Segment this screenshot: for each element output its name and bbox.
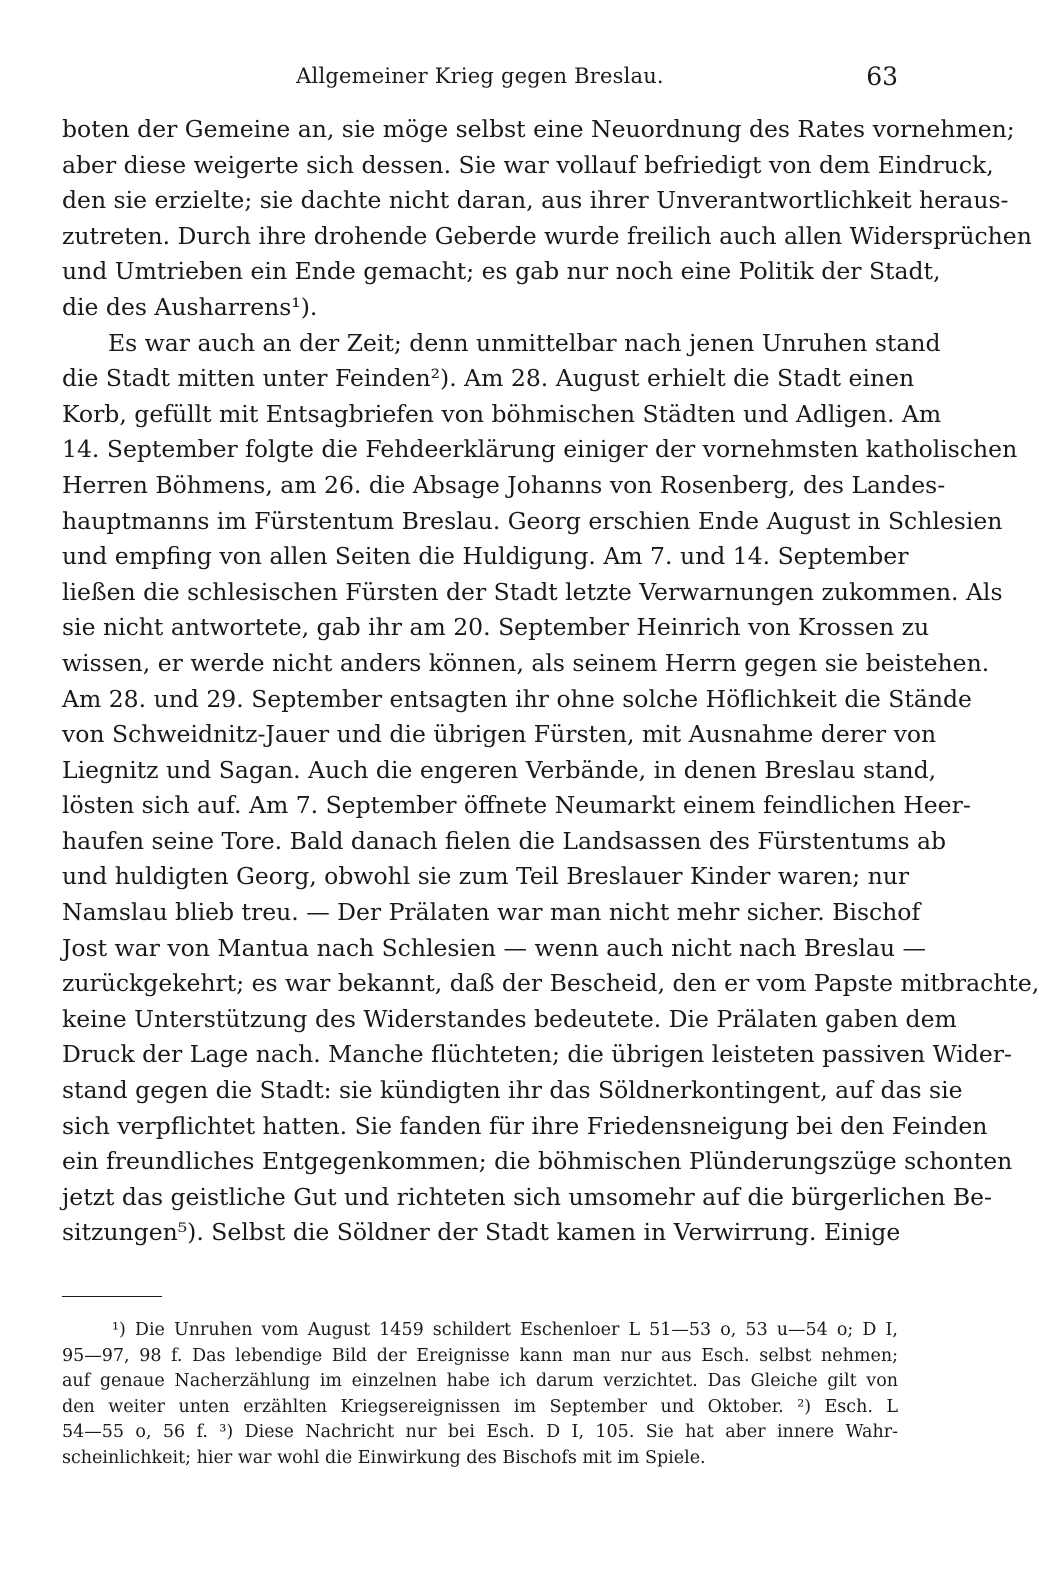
body-line: und empfing von allen Seiten die Huldigung. Am 7. und 14. September (62, 542, 909, 571)
body-line: Herren Böhmens, am 26. die Absage Johanns von Rosenberg, des Landes- (62, 470, 946, 499)
body-line: Druck der Lage nach. Manche flüchteten; die übrigen leisteten passiven Wider- (62, 1040, 1012, 1069)
body-line: die des Ausharrens¹). (62, 292, 318, 321)
footnote-line: ¹) Die Unruhen vom August 1459 schildert Eschenloer L 51—53 o, 53 u—54 o; D I, (112, 1320, 898, 1340)
body-line: Jost war von Mantua nach Schlesien — wenn auch nicht nach Breslau — (62, 933, 927, 962)
page-number: 63 (866, 62, 898, 91)
running-title: Allgemeiner Krieg gegen Breslau. (296, 64, 664, 88)
footnote-line: 54—55 o, 56 f. ³) Diese Nachricht nur bei Esch. D I, 105. Sie hat aber innere Wahr- (62, 1422, 898, 1442)
body-line: lösten sich auf. Am 7. September öffnete Neumarkt einem feindlichen Heer- (62, 791, 971, 820)
body-line: jetzt das geistliche Gut und richteten sich umsomehr auf die bürgerlichen Be- (62, 1182, 992, 1211)
body-line: Es war auch an der Zeit; denn unmittelbar nach jenen Unruhen stand (108, 328, 941, 357)
body-line: und huldigten Georg, obwohl sie zum Teil Breslauer Kinder waren; nur (62, 862, 910, 891)
body-line: Am 28. und 29. September entsagten ihr ohne solche Höflichkeit die Stände (62, 684, 972, 713)
body-line: zutreten. Durch ihre drohende Geberde wurde freilich auch allen Widersprüchen (62, 221, 1032, 250)
body-line: stand gegen die Stadt: sie kündigten ihr das Söldnerkontingent, auf das sie (62, 1076, 963, 1105)
body-line: den sie erzielte; sie dachte nicht daran, aus ihrer Unverantwortlichkeit heraus- (62, 186, 1009, 215)
footnote-line: scheinlichkeit; hier war wohl die Einwirkung des Bischofs mit im Spiele. (62, 1447, 706, 1468)
body-line: sie nicht antwortete, gab ihr am 20. September Heinrich von Krossen zu (62, 613, 930, 642)
footnote-line: auf genaue Nacherzählung im einzelnen habe ich darum verzichtet. Das Gleiche gilt von (62, 1371, 898, 1391)
body-line: von Schweidnitz-Jauer und die übrigen Fürsten, mit Ausnahme derer von (62, 720, 937, 749)
footnote-divider (62, 1296, 162, 1297)
footnote-line: 95—97, 98 f. Das lebendige Bild der Ereignisse kann man nur aus Esch. selbst nehmen; (62, 1345, 898, 1366)
body-line: hauptmanns im Fürstentum Breslau. Georg erschien Ende August in Schlesien (62, 506, 1003, 535)
footnotes (62, 1318, 898, 1471)
body-line: 14. September folgte die Fehdeerklärung einiger der vornehmsten katholischen (62, 435, 1018, 464)
body-line: sich verpflichtet hatten. Sie fanden für ihre Friedensneigung bei den Feinden (62, 1111, 988, 1140)
body-line: haufen seine Tore. Bald danach fielen die Landsassen des Fürstentums ab (62, 826, 947, 855)
body-line: Korb, gefüllt mit Entsagbriefen von böhmischen Städten und Adligen. Am (62, 399, 942, 428)
body-line: keine Unterstützung des Widerstandes bedeutete. Die Prälaten gaben dem (62, 1004, 957, 1033)
running-head (62, 64, 898, 98)
body-line: sitzungen⁵). Selbst die Söldner der Stadt kamen in Verwirrung. Einige (62, 1218, 901, 1247)
body-line: ein freundliches Entgegenkommen; die böhmischen Plünderungszüge schonten (62, 1147, 1013, 1176)
body-line: und Umtrieben ein Ende gemacht; es gab nur noch eine Politik der Stadt, (62, 257, 941, 286)
body-line: ließen die schlesischen Fürsten der Stadt letzte Verwarnungen zukommen. Als (62, 577, 1003, 606)
body-line: wissen, er werde nicht anders können, als seinem Herrn gegen sie beistehen. (62, 648, 990, 677)
body-line: boten der Gemeine an, sie möge selbst eine Neuordnung des Rates vornehmen; (62, 115, 1015, 143)
body-line: Liegnitz und Sagan. Auch die engeren Verbände, in denen Breslau stand, (62, 755, 937, 784)
body-line: die Stadt mitten unter Feinden²). Am 28. August erhielt die Stadt einen (62, 364, 915, 393)
body-line: zurückgekehrt; es war bekannt, daß der Bescheid, den er vom Papste mitbrachte, (62, 969, 1039, 998)
body-line: Namslau blieb treu. — Der Prälaten war man nicht mehr sicher. Bischof (62, 898, 921, 927)
body-line: aber diese weigerte sich dessen. Sie war vollauf befriedigt von dem Eindruck, (62, 150, 994, 179)
body-text (62, 112, 1039, 1251)
footnote-line: den weiter unten erzählten Kriegsereignissen im September und Oktober. ²) Esch. L (62, 1396, 898, 1417)
